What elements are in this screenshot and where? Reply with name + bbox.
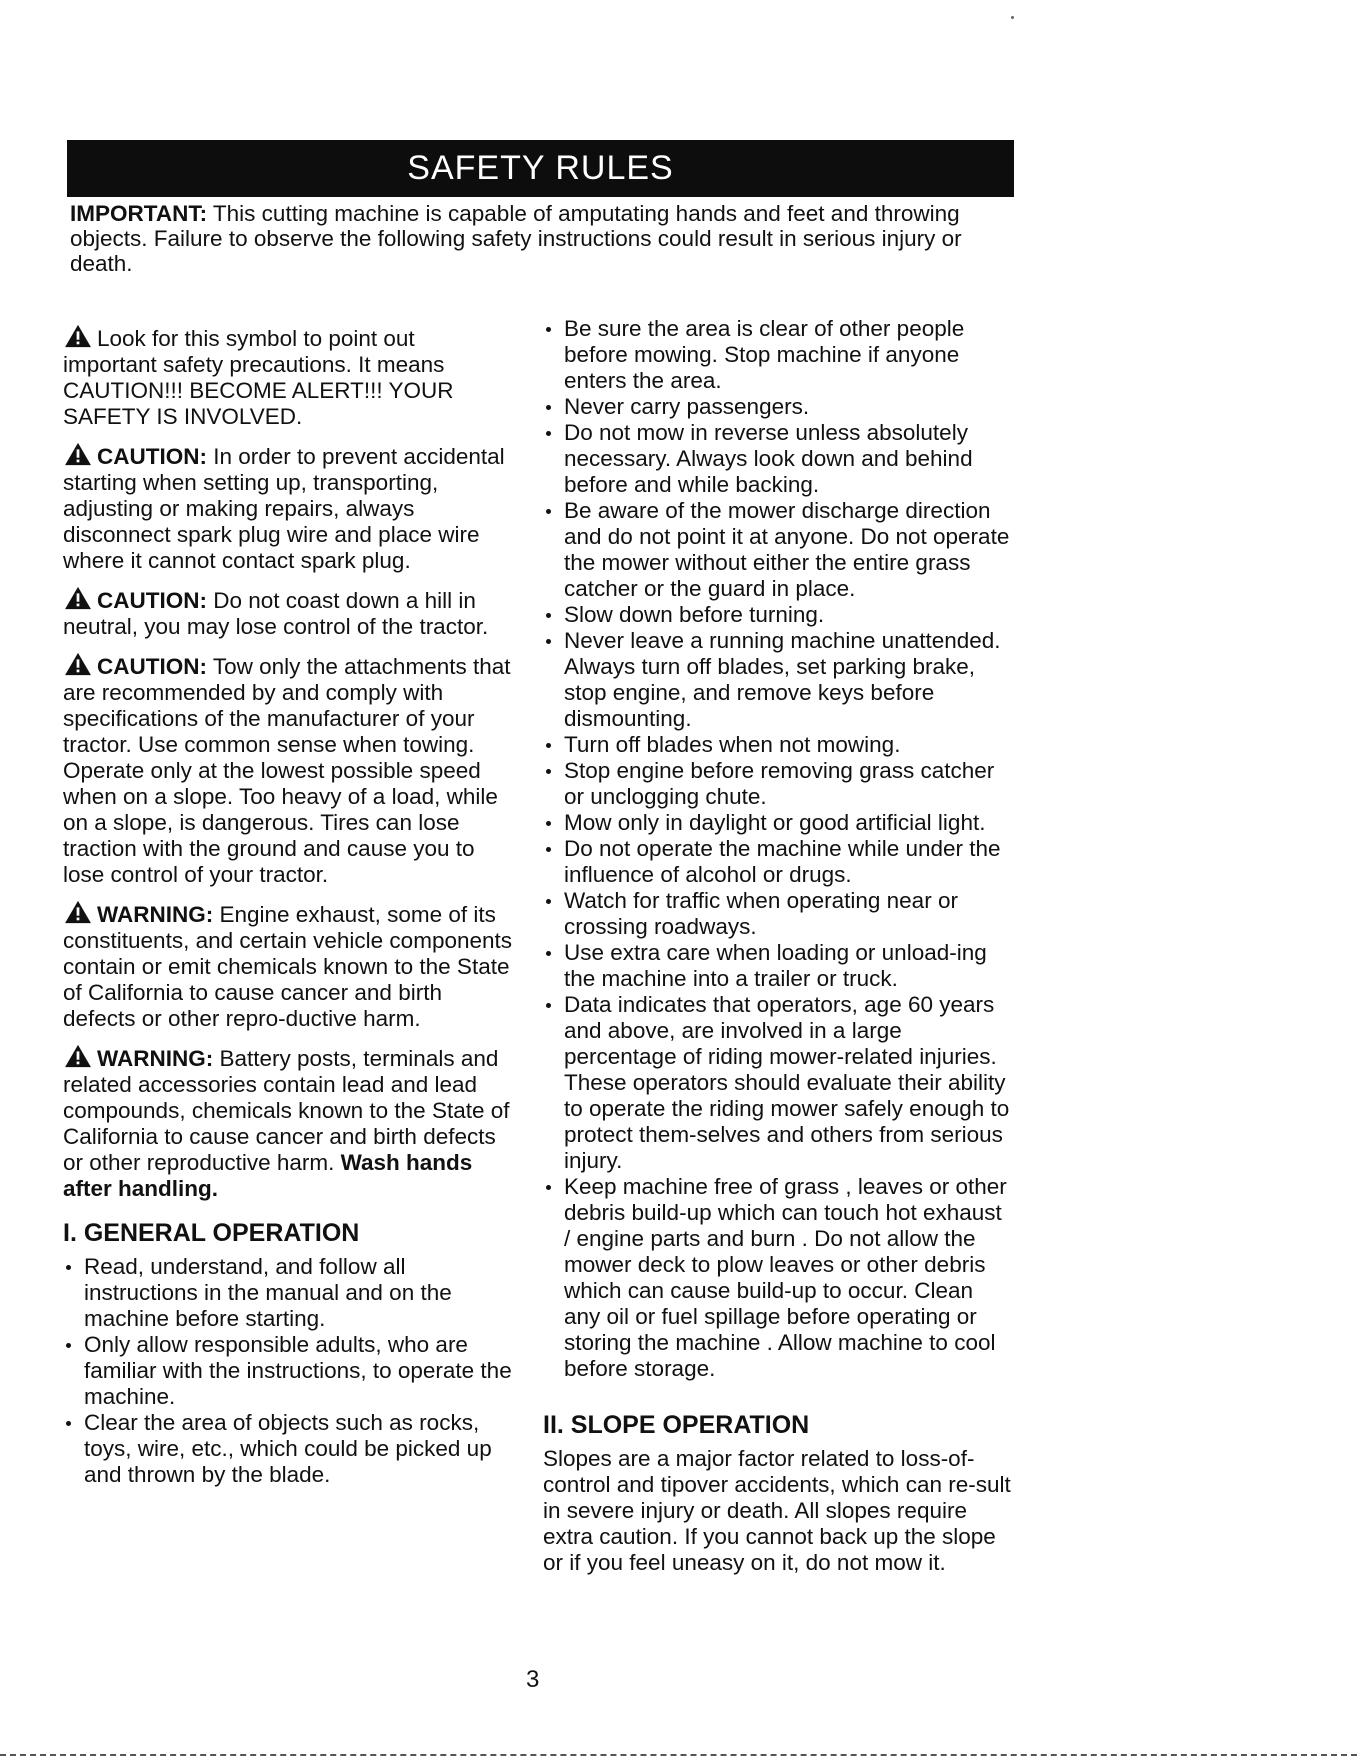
caution-text: In order to prevent accidental starting when setting up, transporting, adjusting or making repairs, always disconnect spark plug wire and place wire where it cannot contact spark plug. bbox=[63, 444, 505, 573]
slope-operation-text: Slopes are a major factor related to loss-of-control and tipover accidents, which can re-sult in severe injury or death. All slopes require extra caution. If you cannot back up the slope or if you feel uneasy on it, do not mow it. bbox=[543, 1446, 1011, 1575]
banner-title: SAFETY RULES bbox=[407, 149, 674, 187]
caution-label: CAUTION: bbox=[97, 588, 207, 613]
intro-text: This cutting machine is capable of amputating hands and feet and throwing objects. Failure to observe the following safety instructions could result in serious injury or death. bbox=[70, 201, 962, 276]
list-item: Use extra care when loading or unload-ing the machine into a trailer or truck. bbox=[543, 940, 1013, 992]
warning-exhaust bbox=[63, 900, 513, 1032]
scan-speck bbox=[1011, 16, 1014, 19]
general-operation-list-continued bbox=[543, 316, 1013, 1382]
page-bottom-rule bbox=[0, 1754, 1357, 1756]
list-item: Never carry passengers. bbox=[543, 394, 1013, 420]
caution-text: Tow only the attachments that are recommended by and comply with specifications of the manufacturer of your tractor. Use common sense when towing. Operate only at the lowest possible speed when on a slope. Too heavy of a load, while on a slope, is dangerous. Tires can lose traction with the ground and cause you to lose control of your tractor. bbox=[63, 654, 511, 887]
warning-triangle-icon bbox=[63, 324, 93, 348]
wash-hands-note: Wash hands after handling. bbox=[63, 1150, 473, 1201]
warning-text: Battery posts, terminals and related accessories contain lead and lead compounds, chemicals known to the State of California to cause cancer and birth defects or other reproductive harm. bbox=[63, 1046, 510, 1175]
list-item: Watch for traffic when operating near or crossing roadways. bbox=[543, 888, 1013, 940]
warning-triangle-icon bbox=[63, 442, 93, 466]
list-item: Stop engine before removing grass catcher or unclogging chute. bbox=[543, 758, 1013, 810]
page-number: 3 bbox=[526, 1666, 540, 1693]
list-item: Turn off blades when not mowing. bbox=[543, 732, 1013, 758]
list-item: Never leave a running machine unattended. Always turn off blades, set parking brake, stop engine, and remove keys before dismounting. bbox=[543, 628, 1013, 732]
right-column bbox=[543, 316, 1013, 1588]
general-operation-list bbox=[63, 1254, 513, 1488]
warning-label: WARNING: bbox=[97, 1046, 214, 1071]
warning-battery bbox=[63, 1044, 513, 1202]
intro-label: IMPORTANT: bbox=[70, 201, 208, 226]
caution-tow bbox=[63, 652, 513, 888]
slope-operation-heading: II. SLOPE OPERATION bbox=[543, 1411, 810, 1439]
list-item: Slow down before turning. bbox=[543, 602, 1013, 628]
list-item: Be sure the area is clear of other people before mowing. Stop machine if anyone enters the area. bbox=[543, 316, 1013, 394]
caution-text: Do not coast down a hill in neutral, you may lose control of the tractor. bbox=[63, 588, 489, 639]
caution-disconnect bbox=[63, 442, 513, 574]
general-operation-heading: I. GENERAL OPERATION bbox=[63, 1219, 360, 1247]
symbol-note bbox=[63, 324, 513, 430]
list-item: Only allow responsible adults, who are familiar with the instructions, to operate the machine. bbox=[63, 1332, 513, 1410]
safety-rules-banner bbox=[67, 140, 1014, 197]
list-item: Keep machine free of grass , leaves or other debris build-up which can touch hot exhaust / engine parts and burn . Do not allow the mower deck to plow leaves or other debris which can cause build-up to occur. Clean any oil or fuel spillage before operating or storing the machine . Allow machine to cool before storage. bbox=[543, 1174, 1013, 1382]
list-item: Data indicates that operators, age 60 years and above, are involved in a large percentage of riding mower-related injuries. These operators should evaluate their ability to operate the riding mower safely enough to protect them-selves and others from serious injury. bbox=[543, 992, 1013, 1174]
symbol-note-text: Look for this symbol to point out important safety precautions. It means CAUTION!!! BECOME ALERT!!! YOUR SAFETY IS INVOLVED. bbox=[63, 326, 454, 429]
list-item: Do not operate the machine while under the influence of alcohol or drugs. bbox=[543, 836, 1013, 888]
warning-triangle-icon bbox=[63, 900, 93, 924]
warning-triangle-icon bbox=[63, 1044, 93, 1068]
caution-label: CAUTION: bbox=[97, 444, 207, 469]
list-item: Do not mow in reverse unless absolutely necessary. Always look down and behind before and while backing. bbox=[543, 420, 1013, 498]
caution-label: CAUTION: bbox=[97, 654, 207, 679]
caution-coast bbox=[63, 586, 513, 640]
list-item: Mow only in daylight or good artificial light. bbox=[543, 810, 1013, 836]
list-item: Read, understand, and follow all instructions in the manual and on the machine before starting. bbox=[63, 1254, 513, 1332]
warning-label: WARNING: bbox=[97, 902, 214, 927]
warning-text: Engine exhaust, some of its constituents, and certain vehicle components contain or emit chemicals known to the State of California to cause cancer and birth defects or other repro-ductive harm. bbox=[63, 902, 513, 1031]
warning-triangle-icon bbox=[63, 586, 93, 610]
list-item: Clear the area of objects such as rocks, toys, wire, etc., which could be picked up and thrown by the blade. bbox=[63, 1410, 513, 1488]
left-column bbox=[63, 324, 513, 1488]
intro-paragraph bbox=[70, 201, 970, 276]
list-item: Be aware of the mower discharge direction and do not point it at anyone. Do not operate the mower without either the entire grass catcher or the guard in place. bbox=[543, 498, 1013, 602]
warning-triangle-icon bbox=[63, 652, 93, 676]
